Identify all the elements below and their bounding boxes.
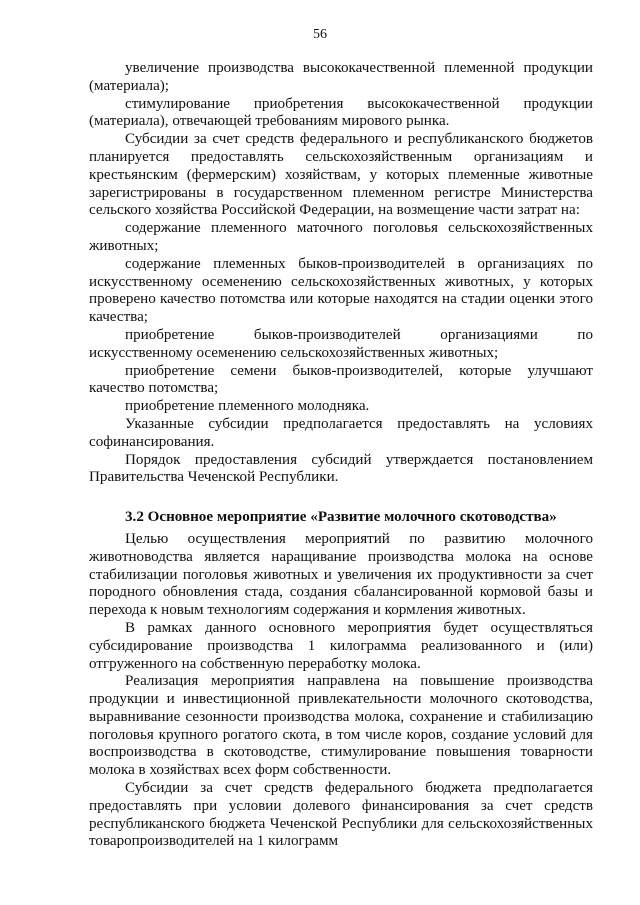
paragraph: Указанные субсидии предполагается предоставлять на условиях софинансирования. xyxy=(89,415,593,450)
paragraph: Целью осуществления мероприятий по развитию молочного животноводства является наращивание производства молока на основе стабилизации поголовья животных и увеличения их продуктивности за счет породного обновления стада, создания сбалансированной кормовой базы и перехода к новым технологиям содержания и кормления животных. xyxy=(89,530,593,619)
paragraph: Реализация мероприятия направлена на повышение производства продукции и инвестиционной привлекательности молочного скотоводства, выравнивание сезонности производства молока, сохранение и стабилизацию поголовья крупного рогатого скота, в том числе коров, создание условий для воспроизводства в скотоводстве, стимулирование повышения товарности молока в хозяйствах всех форм собственности. xyxy=(89,673,593,779)
paragraph: содержание племенного маточного поголовья сельскохозяйственных животных; xyxy=(89,220,593,254)
paragraph: В рамках данного основного мероприятия будет осуществляться субсидирование производства 1 килограмма реализованного и (или) отгруженного на собственную переработку молока. xyxy=(89,619,593,672)
page-content xyxy=(89,60,593,851)
paragraph: Субсидии за счет средств федерального и республиканского бюджетов планируется предоставлять сельскохозяйственным организациям и крестьянским (фермерским) хозяйствам, у которых племенные животные зарегистрированы в государственном племенном регистре Министерства сельского хозяйства Российской Федерации, на возмещение части затрат на: xyxy=(89,131,593,219)
paragraph: приобретение племенного молодняка. xyxy=(125,398,370,415)
paragraph: увеличение производства высококачественной племенной продукции (материала); xyxy=(89,60,593,94)
section-heading: 3.2 Основное мероприятие «Развитие молочного скотоводства» xyxy=(125,509,557,526)
paragraph: стимулирование приобретения высококачественной продукции (материала), отвечающей требованиям мирового рынка. xyxy=(89,95,593,130)
paragraph: содержание племенных быков-производителей в организациях по искусственному осеменению сельскохозяйственных животных, у которых проверено качество потомства или которые находятся на стадии оценки этого качества; xyxy=(89,255,593,326)
page-number: 56 xyxy=(313,27,327,42)
paragraph: Субсидии за счет средств федерального бюджета предполагается предоставлять при условии долевого финансирования за счет средств республиканского бюджета Чеченской Республики для сельскохозяйственных товаропроизводителей на 1 килограмм xyxy=(89,780,593,850)
paragraph: приобретение семени быков-производителей, которые улучшают качество потомства; xyxy=(89,362,593,397)
paragraph: приобретение быков-производителей организациями по искусственному осеменению сельскохозяйственных животных; xyxy=(89,326,593,361)
paragraph: Порядок предоставления субсидий утверждается постановлением Правительства Чеченской Республики. xyxy=(89,451,593,486)
